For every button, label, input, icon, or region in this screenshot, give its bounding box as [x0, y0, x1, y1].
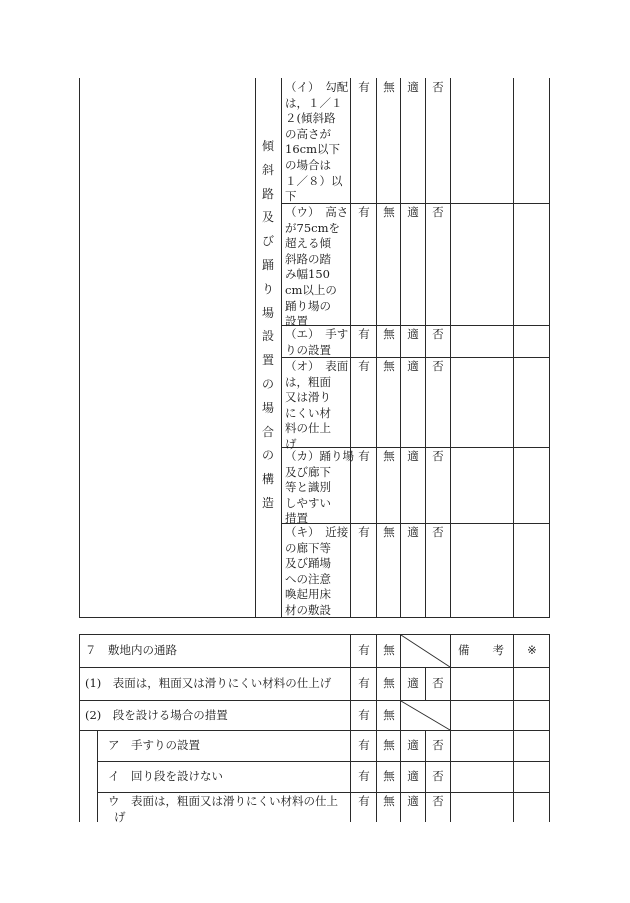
check-fail: 否	[432, 676, 444, 690]
check-no: 無	[383, 769, 395, 783]
check-no: 無	[383, 80, 395, 94]
row-label-b: イ 回り段を設けない	[108, 769, 223, 783]
check-yes: 有	[358, 525, 370, 539]
check-yes: 有	[358, 794, 370, 808]
check-yes: 有	[358, 327, 370, 341]
check-fail: 否	[432, 738, 444, 752]
section-title: ７ 敷地内の通路	[85, 643, 177, 657]
check-no: 無	[383, 794, 395, 808]
check-no: 無	[383, 525, 395, 539]
check-pass: 適	[407, 794, 419, 808]
check-no: 無	[383, 676, 395, 690]
item-label-u: （ウ） 高さ が75cmを 超える傾 斜路の踏 み幅150 cm以上の 踊り場の 設置	[285, 205, 349, 329]
header-no: 無	[383, 643, 395, 657]
check-yes: 有	[358, 205, 370, 219]
row-label-a: ア 手すりの設置	[108, 738, 200, 752]
check-yes: 有	[358, 708, 370, 722]
check-pass: 適	[407, 738, 419, 752]
check-yes: 有	[358, 738, 370, 752]
check-pass: 適	[407, 327, 419, 341]
check-fail: 否	[432, 769, 444, 783]
check-fail: 否	[432, 80, 444, 94]
item-label-i: （イ） 勾配 は，１／１ ２(傾斜路 の高さが 16cm以下 の場合は １／８）以 下	[285, 80, 349, 204]
check-yes: 有	[358, 449, 370, 463]
remarks-header: 備 考	[458, 643, 504, 657]
check-pass: 適	[407, 449, 419, 463]
item-label-ka: （カ）踊り場 及び廊下 等と識別 しやすい 措置	[285, 449, 354, 526]
check-no: 無	[383, 359, 395, 373]
check-fail: 否	[432, 449, 444, 463]
check-pass: 適	[407, 205, 419, 219]
check-no: 無	[383, 327, 395, 341]
check-fail: 否	[432, 525, 444, 539]
check-no: 無	[383, 449, 395, 463]
check-pass: 適	[407, 676, 419, 690]
row-label-1: (1) 表面は，粗面又は滑りにくい材料の仕上げ	[85, 676, 332, 690]
check-fail: 否	[432, 205, 444, 219]
check-fail: 否	[432, 327, 444, 341]
header-yes: 有	[358, 643, 370, 657]
row-label-2: (2) 段を設ける場合の措置	[85, 708, 228, 722]
row-label-c: ウ 表面は，粗面又は滑りにくい材料の仕上 げ	[108, 794, 338, 824]
check-pass: 適	[407, 80, 419, 94]
check-fail: 否	[432, 359, 444, 373]
check-yes: 有	[358, 676, 370, 690]
item-label-ki: （キ） 近接 の廊下等 及び踊場 への注意 喚起用床 材の敷設	[285, 525, 349, 617]
check-pass: 適	[407, 359, 419, 373]
check-yes: 有	[358, 769, 370, 783]
check-no: 無	[383, 738, 395, 752]
mark-header: ※	[527, 643, 537, 657]
check-fail: 否	[432, 794, 444, 808]
check-pass: 適	[407, 769, 419, 783]
check-yes: 有	[358, 80, 370, 94]
item-label-o: （オ） 表面 は，粗面 又は滑り にくい材 料の仕上 げ	[285, 359, 349, 451]
check-yes: 有	[358, 359, 370, 373]
group-label-vertical: 傾 斜 路 及 び 踊 り 場 設 置 の 場 合 の 構 造	[261, 139, 274, 510]
check-pass: 適	[407, 525, 419, 539]
check-no: 無	[383, 205, 395, 219]
check-no: 無	[383, 708, 395, 722]
item-label-e: （エ） 手す りの設置	[285, 327, 349, 357]
